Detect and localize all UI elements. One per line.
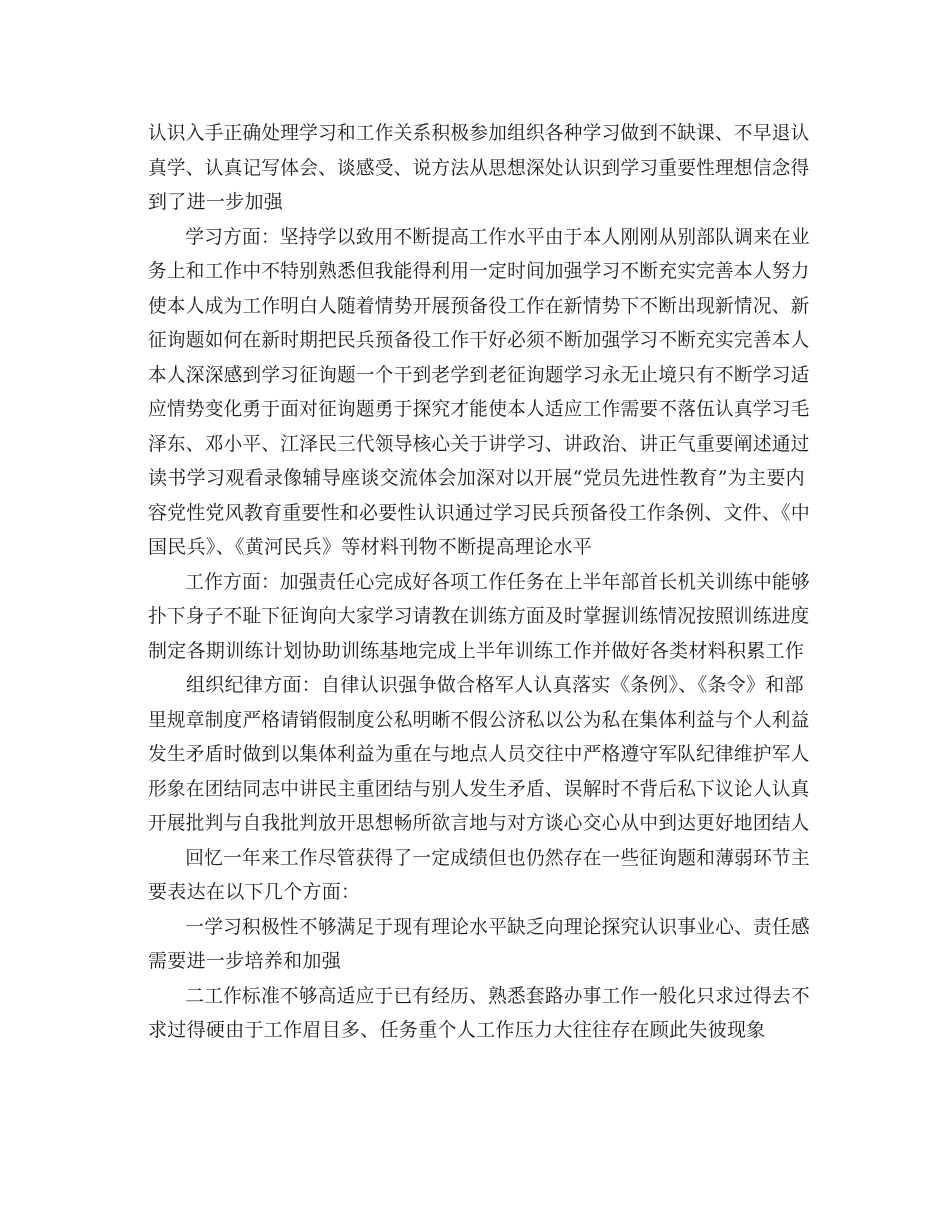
text-line: 国民兵》、《黄河民兵》等材料刊物不断提高理论水平	[148, 536, 593, 558]
text-line: 容党性党风教育重要性和必要性认识通过学习民兵预备役工作条例、文件、《中	[148, 501, 811, 524]
paragraph-issue-two	[148, 979, 808, 1048]
text-line: 本人深深感到学习征询题一个干到老学到老征询题学习永无止境只有不断学习适	[148, 363, 810, 386]
text-line: 制定各期训练计划协助训练基地完成上半年训练工作并做好各类材料积累工作	[148, 639, 805, 662]
text-line: 开展批判与自我批判放开思想畅所欲言地与对方谈心交心从中到达更好地团结人	[148, 812, 810, 834]
text-line: 真学、认真记写体会、谈感受、说方法从思想深处认识到学习重要性理想信念得	[148, 156, 810, 179]
text-line: 泽东、邓小平、江泽民三代领导核心关于讲学习、讲政治、讲正气重要阐述通过	[148, 432, 810, 455]
paragraph-review	[148, 841, 808, 910]
text-line: 使本人成为工作明白人随着情势开展预备役工作在新情势下不断出现新情况、新	[148, 294, 810, 317]
text-line: 要表达在以下几个方面：	[148, 881, 361, 903]
text-line: 组织纪律方面：自律认识强争做合格军人认真落实《条例》、《条令》和部	[186, 674, 804, 696]
text-line: 读书学习观看录像辅导座谈交流体会加深对以开展“党员先进性教育”为主要内	[148, 467, 805, 489]
text-line: 回忆一年来工作尽管获得了一定成绩但也仍然存在一些征询题和薄弱环节主	[185, 846, 810, 869]
text-line: 发生矛盾时做到以集体利益为重在与地点人员交往中严格遵守军队纪律维护军人	[148, 743, 810, 765]
text-line: 学习方面：坚持学以致用不断提高工作水平由于本人刚刚从别部队调来在业	[185, 225, 810, 248]
text-line: 应情势变化勇于面对征询题勇于探究才能使本人适应工作需要不落伍认真学习毛	[148, 398, 810, 420]
text-line: 里规章制度严格请销假制度公私明晰不假公济私以公为私在集体利益与个人利益	[148, 708, 810, 731]
text-line: 扑下身子不耻下征询向大家学习请教在训练方面及时掌握训练情况按照训练进度	[148, 605, 810, 627]
text-line: 务上和工作中不特别熟悉但我能得利用一定时间加强学习不断充实完善本人努力	[148, 260, 810, 282]
text-line: 二工作标准不够高适应于已有经历、熟悉套路办事工作一般化只求过得去不	[185, 984, 810, 1007]
text-line: 一学习积极性不够满足于现有理论水平缺乏向理论探究认识事业心、责任感	[185, 915, 810, 938]
text-line: 征询题如何在新时期把民兵预备役工作干好必须不断加强学习不断充实完善本人	[148, 329, 810, 351]
text-line: 需要进一步培养和加强	[148, 950, 342, 972]
paragraph-work	[148, 565, 808, 669]
paragraph-1	[148, 116, 808, 220]
paragraph-study	[148, 220, 811, 565]
paragraph-discipline	[148, 668, 808, 841]
text-line: 工作方面：加强责任心完成好各项工作任务在上半年部首长机关训练中能够	[185, 570, 810, 593]
text-line: 形象在团结同志中讲民主重团结与别人发生矛盾、误解时不背后私下议论人认真	[148, 777, 810, 800]
text-line: 认识入手正确处理学习和工作关系积极参加组织各种学习做到不缺课、不早退认	[148, 122, 810, 144]
text-line: 到了进一步加强	[148, 191, 284, 213]
paragraph-issue-one	[148, 910, 808, 979]
document-body	[148, 116, 811, 1048]
text-line: 求过得硬由于工作眉目多、任务重个人工作压力大往往存在顾此失彼现象	[148, 1019, 766, 1041]
